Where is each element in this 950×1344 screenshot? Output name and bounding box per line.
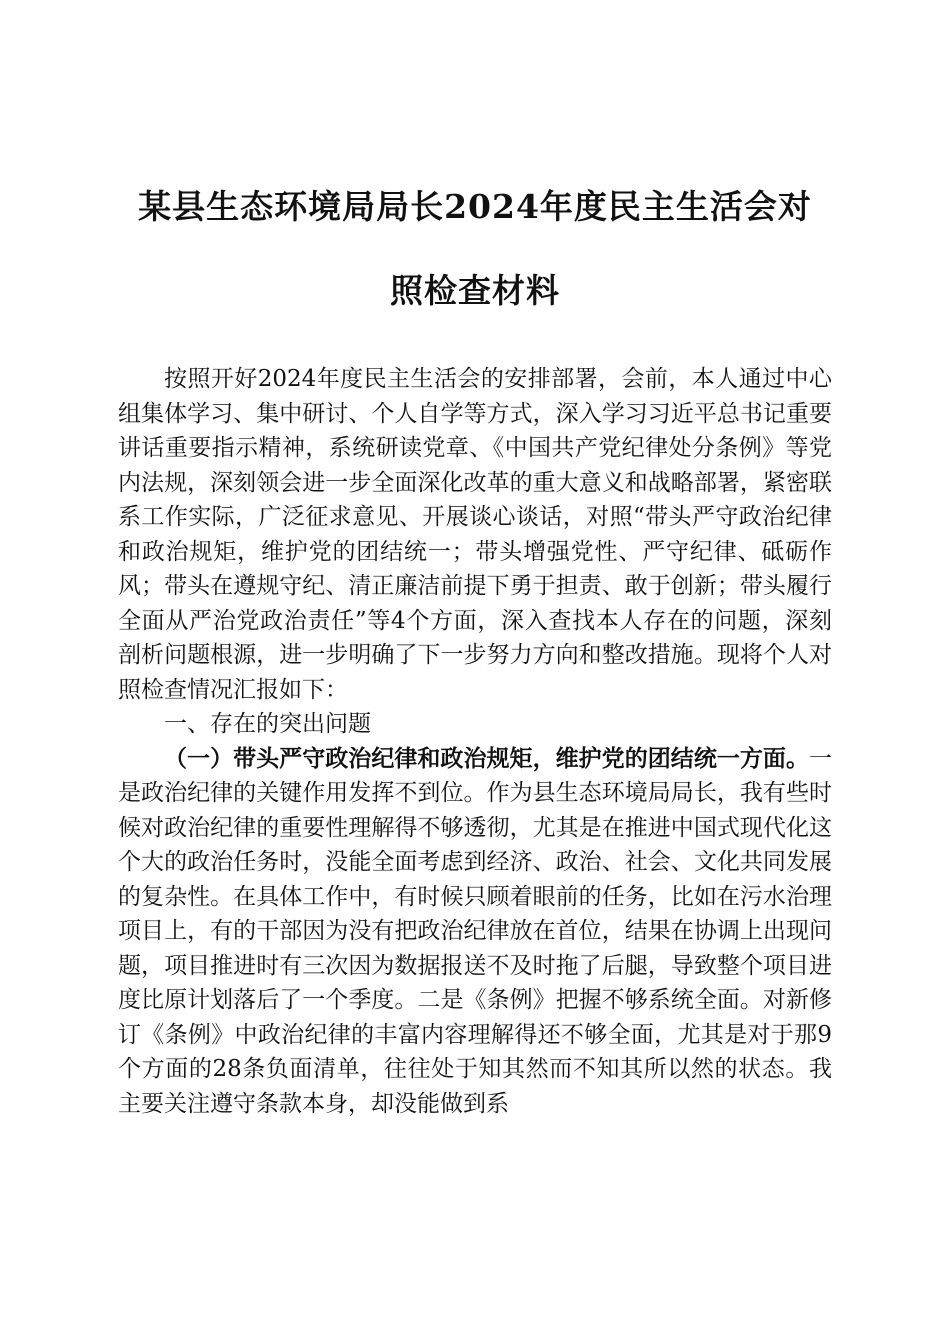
intro-paragraph: 按照开好2024年度民主生活会的安排部署，会前，本人通过中心组集体学习、集中研讨、个人自学等方式，深入学习习近平总书记重要讲话重要指示精神，系统研读党章、《中国共产党纪律处分条例》等党内法规，深刻领会进一步全面深化改革的重大意义和战略部署，紧密联系工作实际，广泛征求意见、开展谈心谈话，对照“带头严守政治纪律和政治规矩，维护党的团结统一；带头增强党性、严守纪律、砥砺作风；带头在遵规守纪、清正廉洁前提下勇于担责、敢于创新；带头履行全面从严治党政治责任”等4个方面，深入查找本人存在的问题，深刻剖析问题根源，进一步明确了下一步努力方向和整改措施。现将个人对照检查情况汇报如下： [118, 366, 832, 703]
document-body [118, 362, 832, 1121]
document-title [118, 165, 832, 333]
subsection-heading: （一）带头严守政治纪律和政治规矩，维护党的团结统一方面。 [164, 744, 809, 772]
subsection-body: 一是政治纪律的关键作用发挥不到位。作为县生态环境局局长，我有些时候对政治纪律的重要性理解得不够透彻，尤其是在推进中国式现代化这个大的政治任务时，没能全面考虑到经济、政治、社会、文化共同发展的复杂性。在具体工作中，有时候只顾着眼前的任务，比如在污水治理项目上，有的干部因为没有把政治纪律放在首位，结果在协调上出现问题，项目推进时有三次因为数据报送不及时拖了后腿，导致整个项目进度比原计划落后了一个季度。二是《条例》把握不够系统全面。对新修订《条例》中政治纪律的丰富内容理解得还不够全面，尤其是对于那9个方面的28条负面清单，往往处于知其然而不知其所以然的状态。我主要关注遵守条款本身，却没能做到系 [118, 745, 832, 1117]
section-heading: 一、存在的突出问题 [164, 711, 371, 737]
title-line-1: 某县生态环境局局长2024年度民主生活会对 [138, 187, 812, 226]
title-line-2: 照检查材料 [390, 271, 560, 310]
subsection-paragraph [118, 742, 832, 1122]
